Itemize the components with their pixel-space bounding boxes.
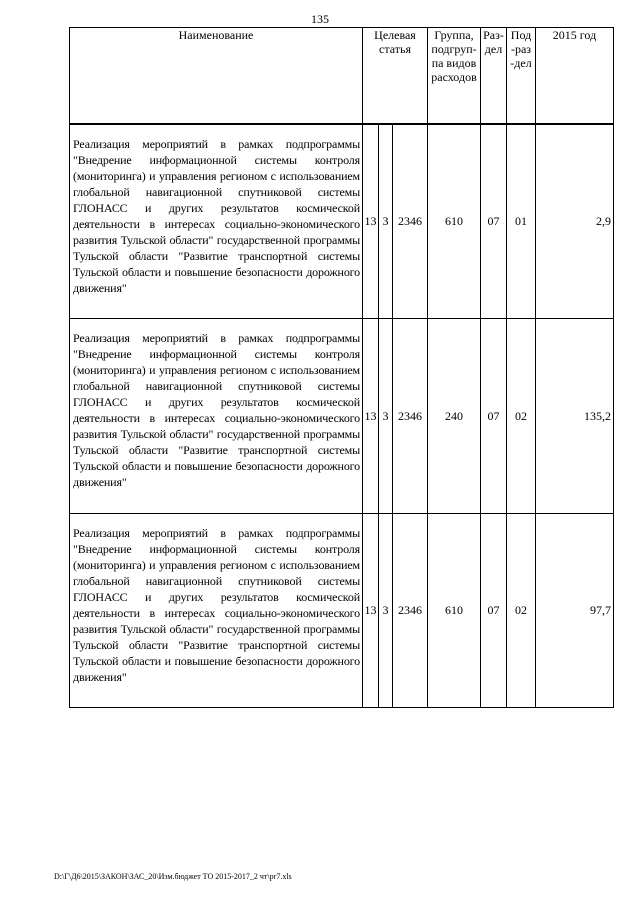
row-subsection: 01 <box>507 125 536 319</box>
row-article-1: 13 <box>363 514 379 708</box>
row-article-2: 3 <box>379 319 393 514</box>
header-group-label: Группа, подгруп-па видов расходов <box>431 28 477 84</box>
row-value: 2,9 <box>536 125 614 319</box>
row-article-1: 13 <box>363 319 379 514</box>
row-name: Реализация мероприятий в рамках подпрограммы "Внедрение информационной системы контроля (мониторинга) и управления регионом с использованием глобальной навигационной спутниковой системы ГЛОНАСС и других результатов космической деятельности в интересах социально-экономического развития Тульской области" государственной программы Тульской области "Развитие транспортной системы Тульской области и повышение безопасности дорожного движения" <box>70 514 363 708</box>
table-row <box>70 125 614 319</box>
row-subsection: 02 <box>507 514 536 708</box>
header-section-label: Раз-дел <box>483 28 504 56</box>
file-path-footer: D:\Г\Д6\2015\ЗАКОН\ЗАС_20\Изм.бюджет ТО 2015-2017_2 чт\pr7.xls <box>54 872 292 881</box>
row-group: 610 <box>428 514 481 708</box>
row-article-3: 2346 <box>393 319 428 514</box>
row-subsection: 02 <box>507 319 536 514</box>
header-group <box>428 28 481 124</box>
row-group: 240 <box>428 319 481 514</box>
header-target-article <box>363 28 428 124</box>
table-row <box>70 514 614 708</box>
row-name: Реализация мероприятий в рамках подпрограммы "Внедрение информационной системы контроля (мониторинга) и управления регионом с использованием глобальной навигационной спутниковой системы ГЛОНАСС и других результатов космической деятельности в интересах социально-экономического развития Тульской области" государственной программы Тульской области "Развитие транспортной системы Тульской области и повышение безопасности дорожного движения" <box>70 319 363 514</box>
row-article-2: 3 <box>379 514 393 708</box>
row-section: 07 <box>481 125 507 319</box>
budget-table <box>69 27 614 708</box>
row-article-2: 3 <box>379 125 393 319</box>
row-value: 135,2 <box>536 319 614 514</box>
row-section: 07 <box>481 514 507 708</box>
row-section: 07 <box>481 319 507 514</box>
header-subsection-label: Под-раз-дел <box>510 28 532 70</box>
header-target-article-label: Целевая статья <box>374 28 416 56</box>
header-subsection <box>507 28 536 124</box>
row-article-1: 13 <box>363 125 379 319</box>
header-section <box>481 28 507 124</box>
row-value: 97,7 <box>536 514 614 708</box>
row-group: 610 <box>428 125 481 319</box>
page-number: 135 <box>311 12 329 26</box>
row-article-3: 2346 <box>393 125 428 319</box>
header-name: Наименование <box>70 28 363 124</box>
table-row <box>70 319 614 514</box>
table-header <box>70 28 614 124</box>
row-article-3: 2346 <box>393 514 428 708</box>
header-year: 2015 год <box>536 28 614 124</box>
row-name: Реализация мероприятий в рамках подпрограммы "Внедрение информационной системы контроля (мониторинга) и управления регионом с использованием глобальной навигационной спутниковой системы ГЛОНАСС и других результатов космической деятельности в интересах социально-экономического развития Тульской области" государственной программы Тульской области "Развитие транспортной системы Тульской области и повышение безопасности дорожного движения" <box>70 125 363 319</box>
